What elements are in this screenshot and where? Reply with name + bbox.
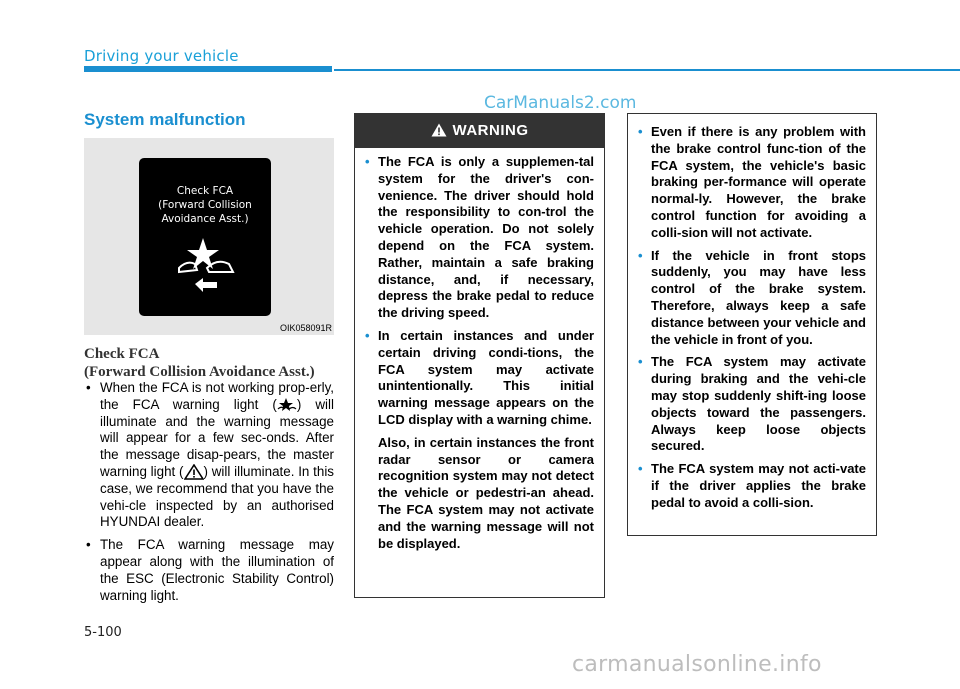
caution-item-4: • The FCA system may not acti-vate if the driver applies the brake pedal to avoid a colli-sion. bbox=[638, 461, 866, 511]
warning-item-2-paragraph: Also, in certain instances the front radar sensor or camera recognition system may not detect the vehicle or pedestri-an ahead. The FCA system may not activate and the warning message will not be displayed. bbox=[378, 434, 594, 551]
caution-list bbox=[628, 114, 876, 512]
page-number: 5-100 bbox=[84, 625, 122, 640]
subsection-heading-line-1: Check FCA bbox=[84, 346, 160, 362]
lcd-line-1: Check FCA bbox=[176, 185, 234, 197]
watermark-top: CarManuals2.com bbox=[484, 93, 637, 113]
warning-item-2-text: • In certain instances and under certain driving condi-tions, the FCA system may activate unintentionally. This initial warning message appears on the LCD display with a warning chime. bbox=[378, 327, 594, 427]
header-accent-bar bbox=[84, 66, 332, 72]
lcd-message bbox=[139, 184, 271, 226]
watermark-bottom: carmanualsonline.info bbox=[572, 652, 822, 677]
master-warning-light-icon bbox=[184, 464, 204, 480]
fca-warning-light-icon bbox=[277, 397, 297, 413]
body-item-2: • The FCA warning message may appear along with the illumination of the ESC (Electronic Stability Control) warning light. bbox=[84, 537, 334, 604]
subsection-heading-line-2: (Forward Collision Avoidance Asst.) bbox=[84, 364, 315, 380]
caution-box bbox=[627, 113, 877, 536]
section-title: System malfunction bbox=[84, 110, 246, 129]
lcd-line-2: (Forward Collision bbox=[158, 199, 252, 211]
lcd-line-3: Avoidance Asst.) bbox=[161, 213, 249, 225]
body-list bbox=[84, 380, 334, 610]
warning-item-2 bbox=[365, 328, 594, 552]
warning-list bbox=[355, 154, 604, 552]
header-rule bbox=[334, 69, 960, 71]
figure-caption: OIK058091R bbox=[279, 323, 332, 333]
body-item-1: • When the FCA is not working prop-erly, the FCA warning light ( ) will illuminate and the warning message will appear for a few sec-onds. After the message disap-pears, the master warning light ( ) will illuminate. In this case, we recommend that you have the vehi-cle inspected by an authorised HYUNDAI dealer. bbox=[84, 380, 334, 531]
caution-item-1: • Even if there is any problem with the brake control func-tion of the FCA system, the vehicle's basic braking per-formance will operate normal-ly. However, the brake control function for avoiding a colli-sion will not activate. bbox=[638, 124, 866, 242]
chapter-title: Driving your vehicle bbox=[84, 47, 239, 65]
caution-item-2: • If the vehicle in front stops suddenly, you may have less control of the brake system. Therefore, always keep a safe distance between your vehicle and the vehicle in front of you. bbox=[638, 248, 866, 349]
warning-header bbox=[355, 114, 604, 148]
figure bbox=[84, 138, 334, 335]
caution-item-3: • The FCA system may activate during braking and the vehi-cle may stop suddenly shift-ing loose objects toward the passengers. Always keep loose objects secured. bbox=[638, 354, 866, 455]
collision-warning-icon bbox=[173, 234, 237, 296]
lcd-display bbox=[139, 158, 271, 316]
warning-title: WARNING bbox=[452, 122, 529, 139]
warning-item-1: • The FCA is only a supplemen-tal system for the driver's con-venience. The driver should hold the responsibility to con-trol the vehicle operation. Do not solely depend on the FCA system. Rather, maintain a safe braking distance, and, if necessary, depress the brake pedal to reduce the driving speed. bbox=[365, 154, 594, 322]
warning-triangle-icon bbox=[431, 123, 447, 137]
warning-box bbox=[354, 113, 605, 598]
subsection-heading bbox=[84, 345, 315, 381]
